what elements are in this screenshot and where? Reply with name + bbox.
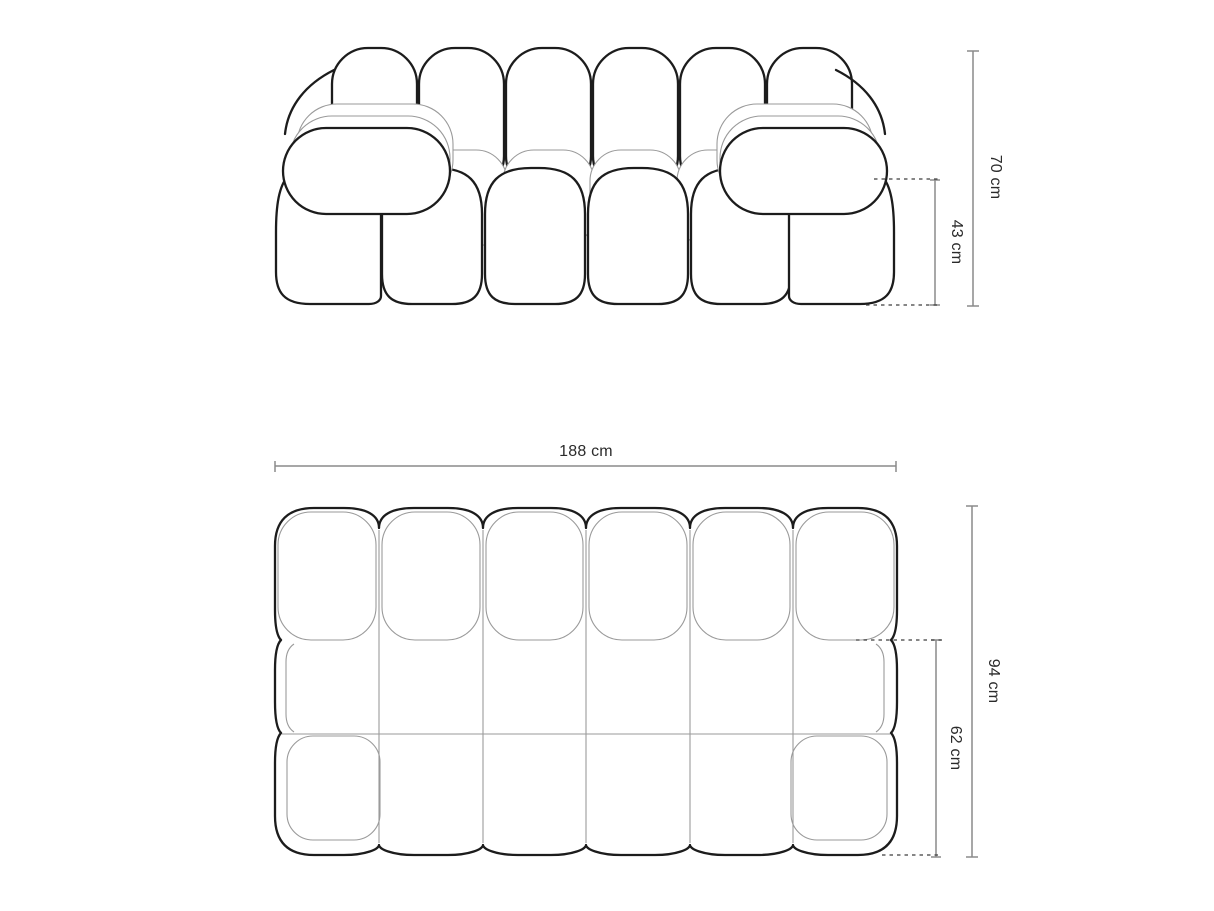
plan-back-cushion [486,512,583,640]
plan-back-cushion [796,512,894,640]
plan-right-armrest-edge [876,644,884,732]
seat-cushion [485,168,585,304]
plan-back-cushion [382,512,480,640]
right-armrest-pillow [717,104,887,214]
plan-back-cushion [693,512,790,640]
height-dimension-label: 70 cm [987,154,1004,200]
armrest-pillow [720,128,887,214]
front-view [276,48,894,304]
plan-back-cushion [278,512,376,640]
width-dimension-label: 188 cm [559,443,613,460]
plan-left-armrest-inset [287,736,380,840]
plan-left-armrest-edge [286,644,294,732]
plan-back-cushion [589,512,687,640]
plan-right-armrest-inset [791,736,887,840]
left-armrest-pillow [283,104,453,214]
armrest-pillow [283,128,450,214]
depth-dimension-label: 94 cm [985,658,1002,704]
top-view [275,508,897,855]
seat-depth-dimension-label: 62 cm [947,725,964,771]
seat-cushion [588,168,688,304]
seat-height-dimension-label: 43 cm [948,219,965,265]
